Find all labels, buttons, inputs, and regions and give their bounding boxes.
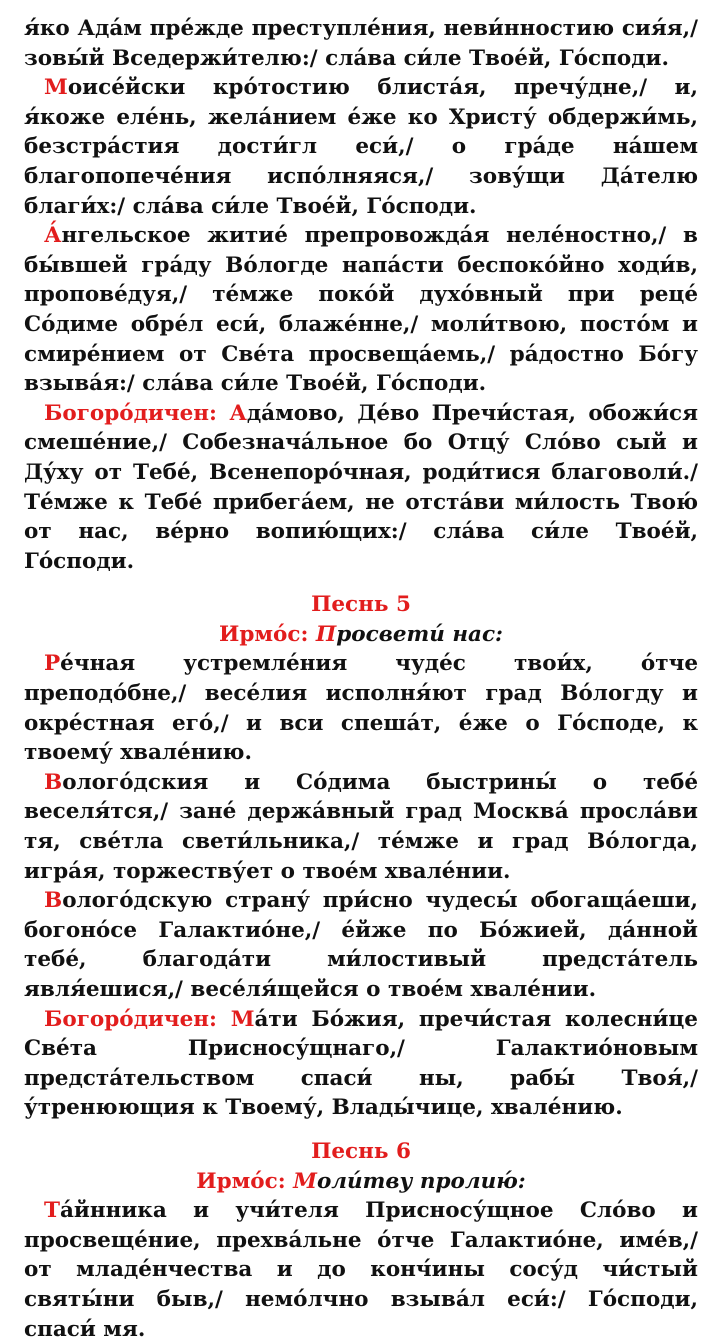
song-5-heading: Песнь 5 — [311, 592, 411, 618]
song-6-irmos — [24, 1167, 698, 1197]
paragraph-text: нгельское житие́ препровожда́я неле́ностно,/ в бы́вшей гра́ду Во́логде напа́сти беспоко́йно ходи́в, пропове́дуя,/ те́мже поко́й духо́вный при реце́ Со́диме обре́л еси́, блаже́нне,/ моли́твою, посто́м и смире́нием от Све́та просвеща́емь,/ ра́достно Бо́гу взыва́я:/ сла́ва си́ле Твое́й, Го́споди. — [24, 223, 698, 397]
drop-initial: М — [44, 75, 68, 101]
drop-initial: В — [44, 888, 63, 914]
troparion-vologda-land — [24, 886, 698, 1004]
irmos-incipit — [316, 622, 503, 647]
irmos-initial: М — [293, 1168, 317, 1194]
paragraph-text: олого́дскую страну́ при́сно чудесы́ обогаща́еши, богоно́се Галактио́не,/ е́йже по Бо́жией, да́нной тебе́, благода́ти ми́лостивый предста́тель явля́ешися,/ весе́ля́щейся о твое́м хвале́нии. — [24, 888, 698, 1002]
drop-initial: А́ — [44, 223, 62, 249]
troparion-rivers — [24, 649, 698, 767]
paragraph-text: оисе́йски кро́тостию блиста́я, пречу́дне,/ и, я́коже еле́нь, жела́нием е́же ко Христу́ обдержи́мь, безстра́стия дости́гл еси́,/ о гра́де на́шем благопопече́ния испо́лняяся,/ зову́щи Да́телю благи́х:/ сла́ва си́ле Твое́й, Го́споди. — [24, 75, 698, 219]
song-5-irmos — [24, 620, 698, 650]
theotokion-rubric: Богоро́дичен: — [44, 400, 217, 426]
troparion-angelic-life — [24, 221, 698, 399]
troparion-mystery-teacher — [24, 1196, 698, 1344]
drop-initial: М — [230, 1006, 255, 1032]
irmos-label: Ирмо́с: — [196, 1168, 286, 1194]
drop-initial: Р — [44, 651, 61, 677]
drop-initial: В — [44, 769, 63, 795]
drop-initial: А — [229, 400, 247, 426]
irmos-incipit — [293, 1169, 526, 1194]
irmos-label: Ирмо́с: — [219, 621, 309, 647]
theotokion-mother-of-god — [24, 1005, 698, 1123]
drop-initial: Т — [44, 1198, 60, 1224]
irmos-initial: П — [315, 621, 337, 647]
paragraph-text: да́мово, Де́во Пречи́стая, обожи́ся смеше́ние,/ Собезнача́льное бо Отцу́ Сло́во сый и Ду́ху от Тебе́, Всенепоро́чная, роди́тися благоволи́./ Те́мже к Тебе́ прибега́ем, не отста́ви ми́лость Твою́ от нас, ве́рно вопию́щих:/ сла́ва си́ле Твое́й, Го́споди. — [24, 400, 698, 574]
irmos-text: росвети́ нас: — [336, 621, 503, 647]
paragraph-text: е́чная устремле́ния чуде́с твои́х, о́тче преподо́бне,/ весе́лия исполня́ют град Во́логду и окре́стная его́,/ и вси спеша́т, е́же о Го́споде, к твоему́ хвале́нию. — [24, 651, 698, 766]
paragraph-continuation — [24, 14, 698, 73]
theotokion-adam — [24, 399, 698, 577]
irmos-text: оли́тву пролию́: — [316, 1168, 526, 1194]
theotokion-rubric: Богоро́дичен: — [44, 1006, 217, 1032]
paragraph-text: а́йнника и учи́теля Присносу́щное Сло́во и просвеще́ние, прехва́льне о́тче Галактио́не, име́в,/ от младе́нчества и до конч́ины сосу́д чи́стый святы́ни быв,/ немо́лчно взыва́л еси́:/ Го́споди, спаси́ мя. — [24, 1198, 698, 1342]
troparion-vologda-rivers — [24, 768, 698, 886]
paragraph-text: а́ти Бо́жия, пречи́стая колесни́це Све́та Присносу́щнаго,/ Галактио́новым предста́тельством спаси́ ны, рабы́ Твоя́,/ у́тренюющия к Твоему́, Влады́чице, хвале́нию. — [24, 1006, 698, 1121]
song-6-heading: Песнь 6 — [311, 1138, 411, 1164]
paragraph-text: я́ко Ада́м пре́жде преступле́ния, неви́нностию сия́я,/ зовы́й Вседержи́телю:/ сла́ва си́ле Твое́й, Го́споди. — [24, 16, 698, 71]
troparion-moses — [24, 73, 698, 221]
paragraph-text: олого́дския и Со́дима быстрины́ о тебе́ веселя́тся,/ зане́ держа́вный град Москва́ просла́ви тя, све́тла свети́льника,/ те́мже и град Во́логда, игра́я, торжеству́ет о твое́м хвале́нии. — [24, 769, 698, 884]
